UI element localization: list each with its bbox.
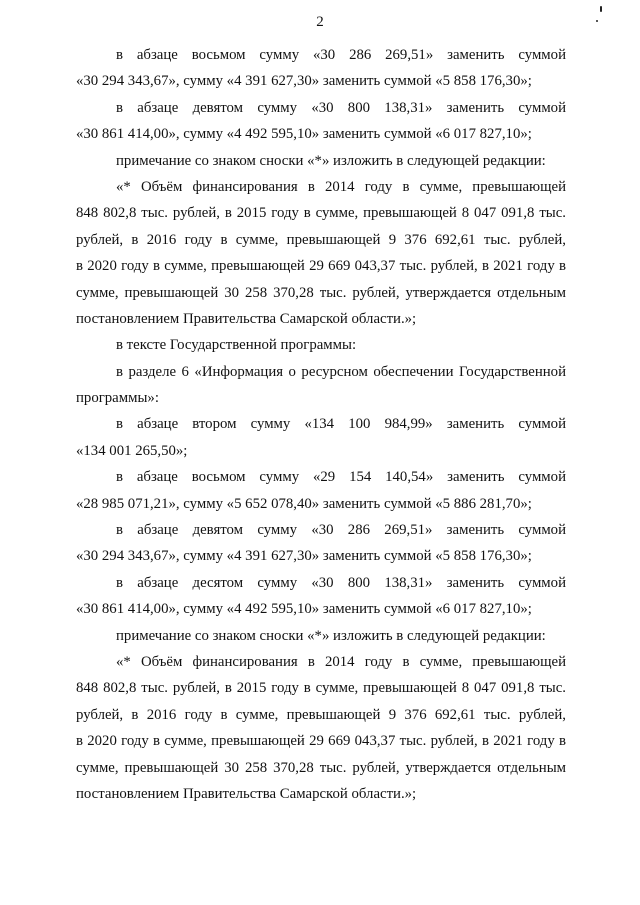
text-line: в абзаце девятом сумму «30 286 269,51» заменить суммой <box>116 522 566 539</box>
text-line: в 2020 году в сумме, превышающей 29 669 043,37 тыс. рублей, в 2021 году в <box>76 733 566 750</box>
text-line: рублей, в 2016 году в сумме, превышающей 9 376 692,61 тыс. рублей, <box>76 231 566 248</box>
text-line: в абзаце восьмом сумму «29 154 140,54» заменить суммой <box>116 469 566 486</box>
document-body <box>76 42 566 807</box>
text-line: в абзаце девятом сумму «30 800 138,31» заменить суммой <box>116 99 566 116</box>
text-line: 848 802,8 тыс. рублей, в 2015 году в сумме, превышающей 8 047 091,8 тыс. <box>76 680 566 697</box>
scan-speck <box>600 6 602 12</box>
text-line: «30 861 414,00», сумму «4 492 595,10» заменить суммой «6 017 827,10»; <box>76 601 532 618</box>
text-line: в абзаце восьмом сумму «30 286 269,51» заменить суммой <box>116 47 566 63</box>
text-line: программы»: <box>76 390 159 407</box>
text-line: в абзаце десятом сумму «30 800 138,31» заменить суммой <box>116 574 566 591</box>
text-line: «* Объём финансирования в 2014 году в сумме, превышающей <box>116 178 566 195</box>
text-line: «30 861 414,00», сумму «4 492 595,10» заменить суммой «6 017 827,10»; <box>76 126 532 143</box>
text-line: примечание со знаком сноски «*» изложить в следующей редакции: <box>116 152 546 169</box>
text-line: «28 985 071,21», сумму «5 652 078,40» заменить суммой «5 886 281,70»; <box>76 495 532 512</box>
text-line: постановлением Правительства Самарской области.»; <box>76 310 417 327</box>
text-line: «30 294 343,67», сумму «4 391 627,30» заменить суммой «5 858 176,30»; <box>76 73 532 90</box>
text-lines <box>76 42 566 807</box>
text-line: в тексте Государственной программы: <box>116 337 357 354</box>
text-line: в 2020 году в сумме, превышающей 29 669 043,37 тыс. рублей, в 2021 году в <box>76 258 566 275</box>
text-line: постановлением Правительства Самарской области.»; <box>76 785 417 802</box>
scan-speck <box>596 20 598 22</box>
text-line: 848 802,8 тыс. рублей, в 2015 году в сумме, превышающей 8 047 091,8 тыс. <box>76 205 566 222</box>
text-line: «* Объём финансирования в 2014 году в сумме, превышающей <box>116 653 566 670</box>
text-line: «134 001 265,50»; <box>76 442 188 459</box>
page-number: 2 <box>316 14 324 30</box>
text-line: примечание со знаком сноски «*» изложить в следующей редакции: <box>116 627 546 644</box>
text-line: сумме, превышающей 30 258 370,28 тыс. рублей, утверждается отдельным <box>76 759 566 776</box>
text-line: в разделе 6 «Информация о ресурсном обеспечении Государственной <box>116 363 566 380</box>
text-line: «30 294 343,67», сумму «4 391 627,30» заменить суммой «5 858 176,30»; <box>76 548 532 565</box>
text-line: в абзаце втором сумму «134 100 984,99» заменить суммой <box>116 416 566 433</box>
text-line: сумме, превышающей 30 258 370,28 тыс. рублей, утверждается отдельным <box>76 284 566 301</box>
text-line: рублей, в 2016 году в сумме, превышающей 9 376 692,61 тыс. рублей, <box>76 706 566 723</box>
